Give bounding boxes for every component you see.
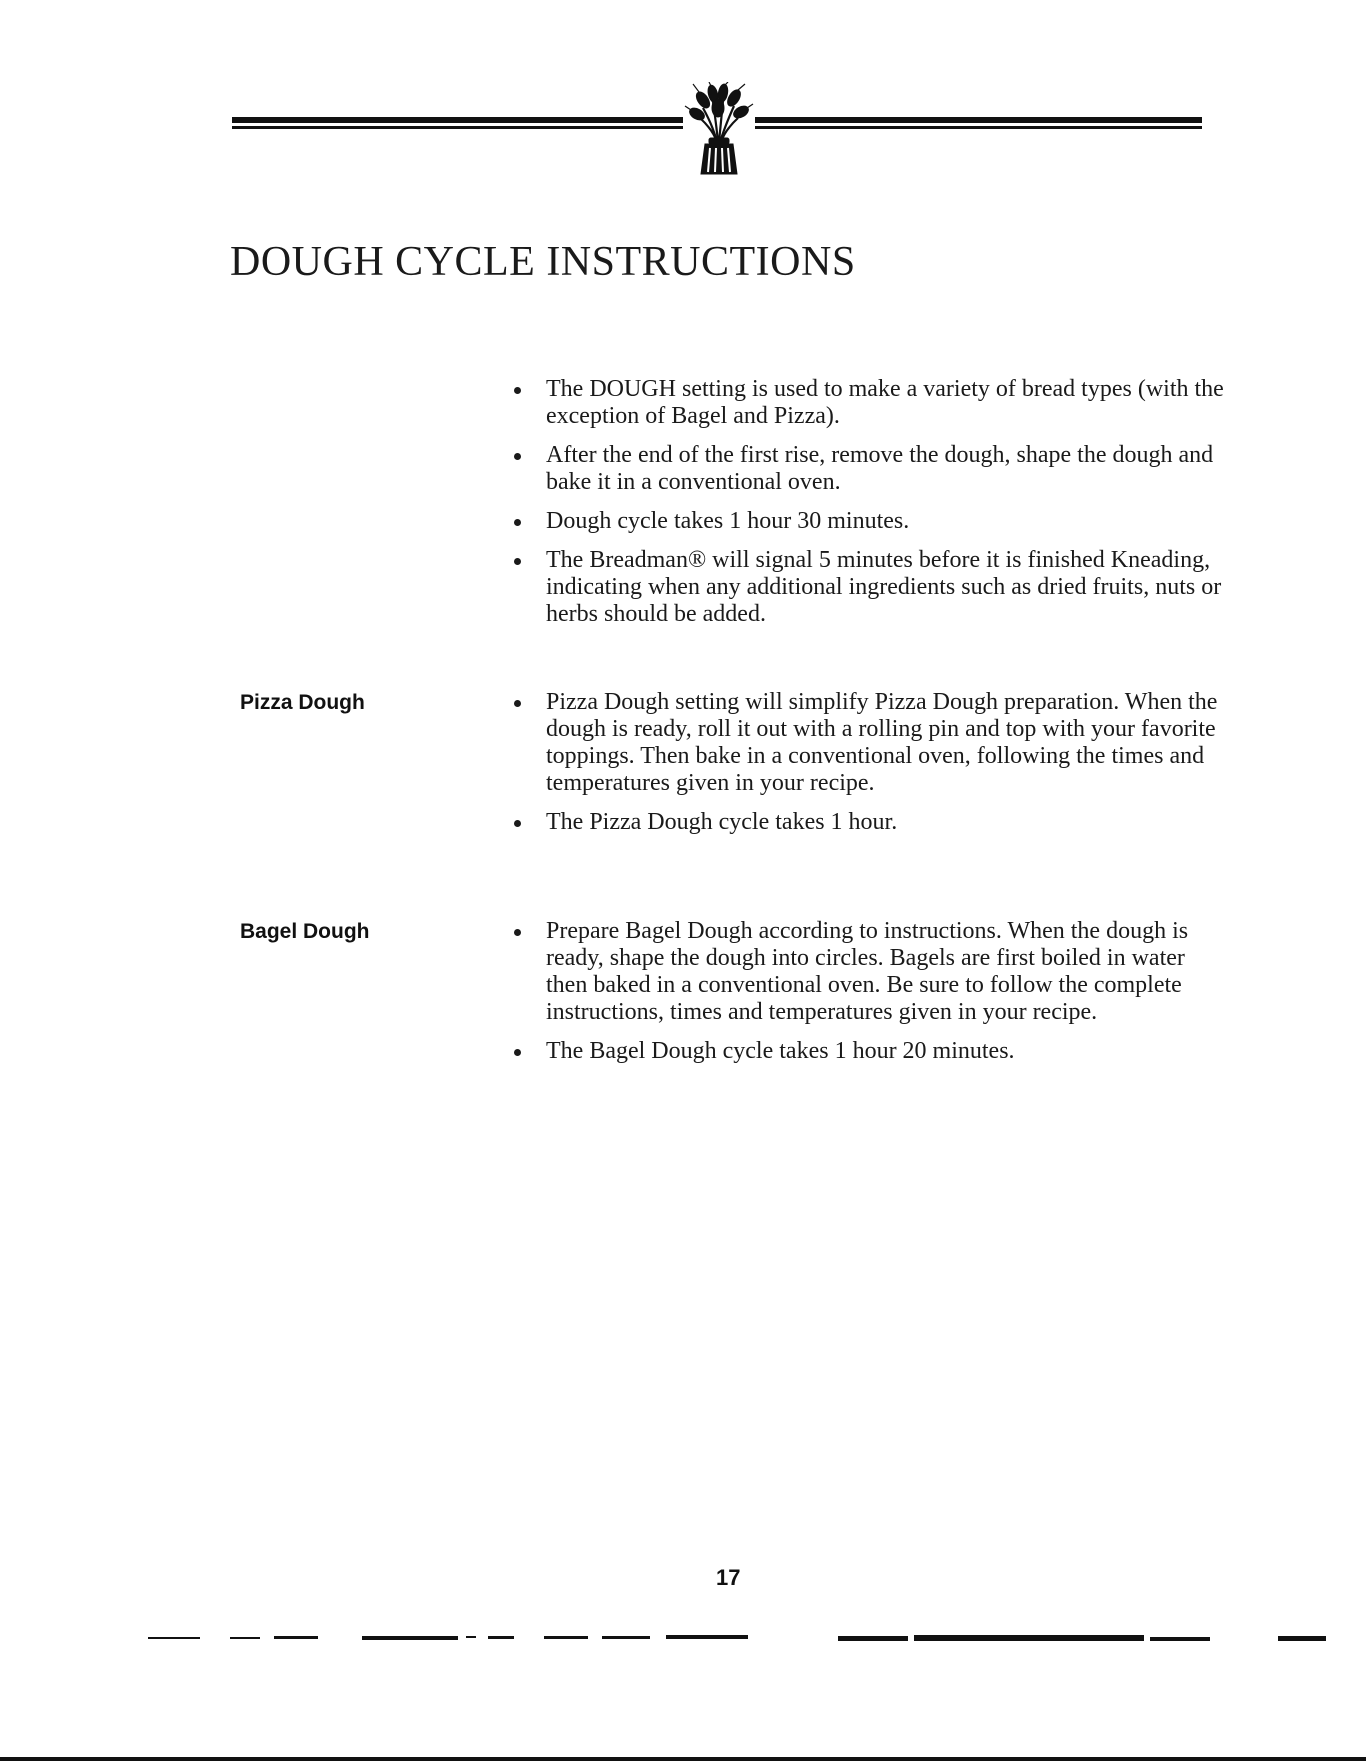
- list-item: [510, 1038, 1230, 1065]
- footer-rule: [148, 1632, 1338, 1644]
- wheat-sheaf-icon: [683, 82, 755, 178]
- page-title: DOUGH CYCLE INSTRUCTIONS: [230, 239, 856, 285]
- bullet-icon: [514, 929, 521, 936]
- bullet-icon: [514, 558, 521, 565]
- page-number: 17: [716, 1565, 741, 1590]
- bullet-text: After the end of the first rise, remove the dough, shape the dough and bake it in a conventional oven.: [546, 442, 1214, 495]
- bullet-text: Prepare Bagel Dough according to instructions. When the dough is ready, shape the dough into circles. Bagels are first boiled in water then baked in a conventional oven. Be sure to follow the complete instructions, times and temperatures given in your recipe.: [546, 918, 1189, 1025]
- bullet-text: The Pizza Dough cycle takes 1 hour.: [546, 809, 898, 835]
- list-item: [510, 376, 1230, 430]
- bullet-text: Pizza Dough setting will simplify Pizza Dough preparation. When the dough is ready, roll it out with a rolling pin and top with your favorite toppings. Then bake in a conventional oven, following the times and temperatures given in your recipe.: [546, 689, 1218, 796]
- list-item: [510, 918, 1230, 1026]
- bullet-text: The Bagel Dough cycle takes 1 hour 20 minutes.: [546, 1038, 1015, 1064]
- section-label-bagel-dough: Bagel Dough: [240, 920, 370, 943]
- bullet-icon: [514, 453, 521, 460]
- bullet-list: [510, 689, 1230, 848]
- bullet-list: [510, 376, 1230, 640]
- bullet-icon: [514, 519, 521, 526]
- bullet-text: Dough cycle takes 1 hour 30 minutes.: [546, 508, 910, 534]
- bullet-icon: [514, 387, 521, 394]
- list-item: [510, 809, 1230, 836]
- bullet-list: [510, 918, 1230, 1077]
- section-label-pizza-dough: Pizza Dough: [240, 691, 365, 714]
- bullet-icon: [514, 1049, 521, 1056]
- list-item: [510, 508, 1230, 535]
- bullet-text: The DOUGH setting is used to make a variety of bread types (with the exception of Bagel and Pizza).: [546, 376, 1224, 429]
- bottom-border: [0, 1757, 1366, 1761]
- list-item: [510, 689, 1230, 797]
- list-item: [510, 547, 1230, 628]
- list-item: [510, 442, 1230, 496]
- bullet-icon: [514, 820, 521, 827]
- bullet-icon: [514, 700, 521, 707]
- bullet-text: The Breadman® will signal 5 minutes before it is finished Kneading, indicating when any additional ingredients such as dried fruits, nuts or herbs should be added.: [546, 547, 1222, 627]
